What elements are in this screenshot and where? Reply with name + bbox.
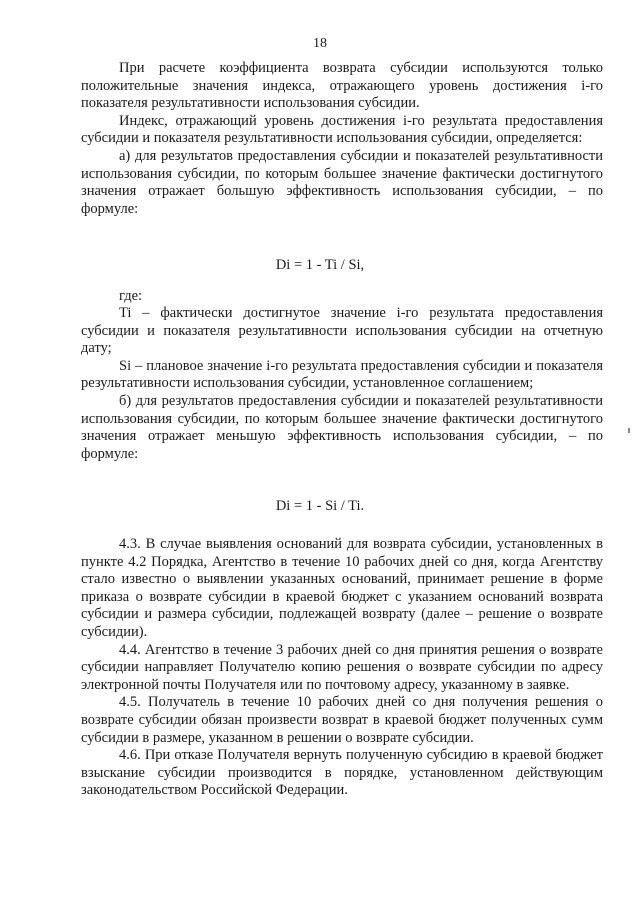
paragraph-ti-definition: Ti – фактически достигнутое значение i-го результата предоставления субсидии и показателя результативности использования субсидии на отчетную дату;	[81, 305, 603, 357]
paragraph-4-4: 4.4. Агентство в течение 3 рабочих дней со дня принятия решения о возврате субсидии направляет Получателю копию решения о возврате субсидии по адресу электронной почты Получателя или по почтовому адресу, указанному в заявке.	[81, 641, 603, 693]
paragraph-coefficient: При расчете коэффициента возврата субсидии используются только положительные значения индекса, отражающего уровень достижения i-го показателя результативности использования субсидии.	[81, 60, 603, 112]
paragraph-si-definition: Si – плановое значение i-го результата предоставления субсидии и показателя результативности использования субсидии, установленное соглашением;	[81, 357, 603, 392]
text-block-definitions	[81, 305, 603, 463]
text-block-intro	[81, 60, 603, 218]
formula-a: Di = 1 - Ti / Si,	[275, 257, 365, 273]
paragraph-case-b: б) для результатов предоставления субсидии и показателей результативности использования субсидии, по которым большее значение фактически достигнутого значения отражает меньшую эффективность использования субсидии, – по формуле:	[81, 392, 603, 462]
paragraph-index-definition: Индекс, отражающий уровень достижения i-го результата предоставления субсидии и показателя результативности использования субсидии, определяется:	[81, 112, 603, 147]
text-block-sections	[81, 536, 603, 800]
paragraph-4-3: 4.3. В случае выявления оснований для возврата субсидии, установленных в пункте 4.2 Порядка, Агентство в течение 10 рабочих дней со дня, когда Агентству стало известно о выявлении указанных оснований, принимает решение в форме приказа о возврате субсидии в краевой бюджет с указанием оснований возврата субсидии и размера субсидии, подлежащей возврату (далее – решение о возврате субсидии).	[81, 536, 603, 640]
where-label: где:	[119, 288, 143, 304]
paragraph-case-a: а) для результатов предоставления субсидии и показателей результативности использования субсидии, по которым большее значение фактически достигнутого значения отражает большую эффективность использования субсидии, – по формуле:	[81, 147, 603, 217]
paragraph-4-6: 4.6. При отказе Получателя вернуть полученную субсидию в краевой бюджет взыскание субсидии производится в порядке, установленном действующим законодательством Российской Федерации.	[81, 747, 603, 799]
paragraph-4-5: 4.5. Получатель в течение 10 рабочих дней со дня получения решения о возврате субсидии обязан произвести возврат в краевой бюджет полученных сумм субсидии в размере, указанном в решении о возврате субсидии.	[81, 694, 603, 746]
scan-edge-mark	[628, 428, 630, 433]
formula-b: Di = 1 - Si / Ti.	[275, 498, 365, 514]
page-number: 18	[313, 36, 327, 51]
